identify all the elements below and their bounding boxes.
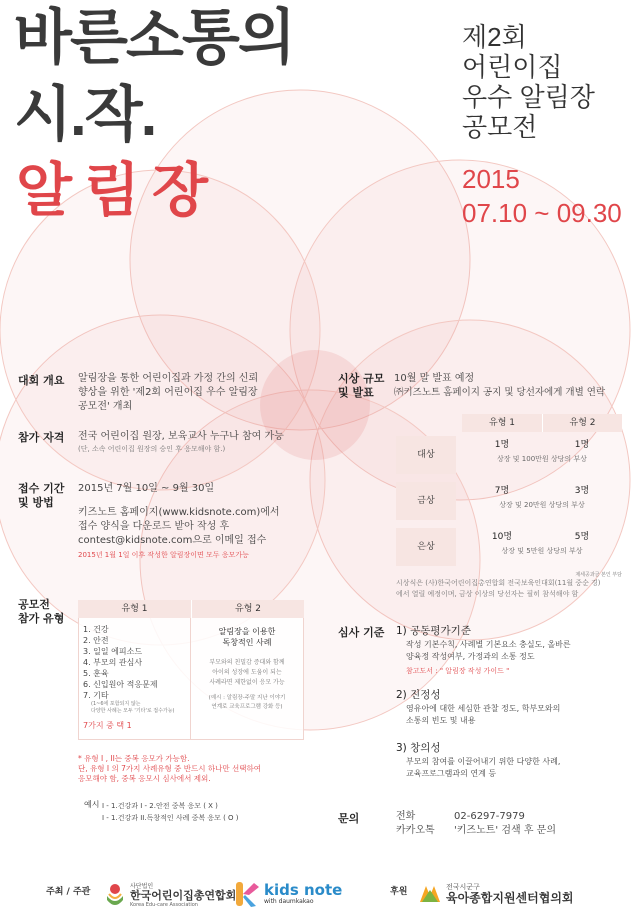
awards-text-2: ㈜키즈노트 홈페이지 공지 및 당선자에게 개별 연락 xyxy=(394,387,606,398)
subtitle-line3: 우수 알림장 xyxy=(462,82,595,112)
period-text-3: 접수 양식을 다운로드 받아 작성 후 xyxy=(78,521,230,532)
judging-label: 심사 기준 xyxy=(338,626,385,639)
judging-c1-title: 1) 공동평가기준 xyxy=(396,625,471,637)
types-note-1: * 유형 I , II는 중복 응모가 가능함. xyxy=(78,754,190,763)
types-col2-ex-1: (예시 : 알림장-주말 지난 이야기 xyxy=(208,695,286,701)
awards-row-3-sub: 상장 및 5만원 상당의 부상 xyxy=(501,547,583,555)
subtitle-line4: 공모전 xyxy=(462,112,538,142)
awards-row-3-name: 은상 xyxy=(396,528,456,566)
title-line3: 알림장 xyxy=(16,158,221,223)
period-text-1: 2015년 7월 10일 ~ 9월 30일 xyxy=(78,483,215,494)
types-example-1: I - 1.건강과 I - 2.안전 중복 응모 ( X ) xyxy=(102,802,218,810)
types-col2-desc-2: 아이의 성장에 도움이 되는 xyxy=(212,669,282,676)
overview-text-1: 알림장을 통한 어린이집과 가정 간의 신뢰 xyxy=(78,373,259,384)
inquiry-phone: 02-6297-7979 xyxy=(454,811,525,822)
awards-row-1-name: 대상 xyxy=(396,436,456,474)
org1-name: 한국어린이집총연합회 xyxy=(130,888,237,902)
awards-row-1-sub: 상장 및 100만원 상당의 부상 xyxy=(497,455,587,463)
awards-row-2-v2: 3명 xyxy=(574,486,590,496)
judging-c2-text-2: 소통의 빈도 및 내용 xyxy=(406,716,476,725)
types-label-2: 참가 유형 xyxy=(18,612,65,625)
types-notes xyxy=(78,754,318,784)
kidsnote-text xyxy=(264,882,342,906)
types-item-2: 2. 안전 xyxy=(83,636,109,645)
overview-text xyxy=(78,372,308,414)
org3-logo xyxy=(418,882,574,906)
subtitle-year: 2015 xyxy=(462,164,520,194)
org1-small: 사단법인 xyxy=(130,882,154,890)
types-item-4: 4. 부모의 관심사 xyxy=(83,658,143,667)
subtitle-block xyxy=(462,22,595,142)
judging-c3-text-1: 부모의 참여를 이끌어내기 위한 다양한 사례, xyxy=(406,757,561,766)
title-line2: 시.작. xyxy=(14,81,156,148)
types-col2-title-2: 독창적인 사례 xyxy=(222,638,272,647)
kidsnote-logo xyxy=(234,880,342,908)
awards-row-grand xyxy=(396,436,622,474)
awards-row-2-values xyxy=(462,482,622,520)
inquiry-label: 문의 xyxy=(338,812,360,825)
types-example-label: 예시 xyxy=(84,800,100,809)
org1-logo xyxy=(104,882,236,908)
types-col1-body xyxy=(79,618,191,739)
footer-host-label: 주최 / 주관 xyxy=(46,887,91,897)
inquiry-kakao-label: 카카오톡 xyxy=(396,825,435,836)
period-text xyxy=(78,482,318,560)
types-item-7-note-1: (1~6에 포함되지 않는 xyxy=(91,701,141,707)
title-line1: 바른소통의 xyxy=(14,4,294,71)
period-text-2: 키즈노트 홈페이지(www.kidsnote.com)에서 xyxy=(78,507,280,518)
types-table xyxy=(78,600,304,744)
judging-c3-text-2: 교육프로그램과의 연계 등 xyxy=(406,769,497,778)
awards-row-1-v1: 1명 xyxy=(494,440,510,450)
types-note-2: 단, 유형 I 의 7가지 사례유형 중 반드시 하나만 선택하여 xyxy=(78,764,261,773)
awards-row-2-sub: 상장 및 20만원 상당의 부상 xyxy=(499,501,585,509)
org3-name: 육아종합지원센터협의회 xyxy=(446,891,574,905)
org1-emblem-icon xyxy=(104,882,126,908)
eligibility-label: 참가 자격 xyxy=(18,431,65,444)
types-col2-desc-3: 사례라면 제한없이 응모 가능 xyxy=(209,679,285,686)
period-note: 2015년 1월 1일 이후 작성한 알림장이면 모두 응모가능 xyxy=(78,551,249,559)
overview-text-2: 향상을 위한 '제2회 어린이집 우수 알림장 xyxy=(78,387,258,398)
awards-row-2-name: 금상 xyxy=(396,482,456,520)
judging-c2-text-1: 영유아에 대한 세심한 관찰 정도, 학부모와의 xyxy=(406,704,561,713)
awards-row-3-v1: 10명 xyxy=(491,532,513,542)
judging-c2-title: 2) 진정성 xyxy=(396,689,441,701)
org3-text xyxy=(446,883,574,905)
eligibility-text xyxy=(78,430,318,454)
awards-notes xyxy=(396,578,631,600)
awards-label xyxy=(338,372,384,400)
subtitle-dates: 07.10 ~ 09.30 xyxy=(462,198,622,228)
footer-sponsor-label: 후원 xyxy=(390,887,408,897)
awards-note-1: 시상식은 (사)한국어린이집총연합회 전국보육인대회(11월 중순 경) xyxy=(396,579,601,587)
org1-en: Korea Edu-care Association xyxy=(130,901,198,908)
judging-c1-ref: 참고도서 : " 알림장 작성 가이드 " xyxy=(406,667,510,675)
awards-table xyxy=(396,414,622,580)
kidsnote-wordmark: kids note xyxy=(264,881,343,899)
awards-row-1-v2: 1명 xyxy=(574,440,590,450)
period-label-2: 및 방법 xyxy=(18,496,54,509)
types-label-1: 공모전 xyxy=(18,598,50,611)
period-label-1: 접수 기간 xyxy=(18,482,65,495)
overview-label: 대회 개요 xyxy=(18,374,65,387)
org3-small: 전국시군구 xyxy=(446,883,480,891)
types-col2-ex-2: 연계로 교육프로그램 강화 등) xyxy=(211,704,283,710)
judging-criteria xyxy=(396,624,628,780)
inquiry-info xyxy=(396,810,628,838)
types-note-3: 응모해야 함, 중복 응모시 심사에서 제외. xyxy=(78,774,211,783)
kidsnote-daum: with daumkakao xyxy=(264,898,314,905)
awards-row-2-v1: 7명 xyxy=(494,486,510,496)
subtitle-line2: 어린이집 xyxy=(462,52,563,82)
kidsnote-k-icon xyxy=(234,880,260,908)
awards-row-3-v2: 5명 xyxy=(574,532,590,542)
types-col2-header: 유형 2 xyxy=(191,600,304,618)
types-item-6: 6. 신입원아 적응문제 xyxy=(83,680,158,689)
types-col2-desc-1: 부모와의 친밀감 증대와 함께 xyxy=(209,659,285,666)
org1-text xyxy=(130,883,236,908)
eligibility-text-1: 전국 어린이집 원장, 보육교사 누구나 참여 가능 xyxy=(78,431,284,442)
eligibility-note: (단, 소속 어린이집 원장의 승인 후 응모해야 함.) xyxy=(78,445,226,453)
awards-row-1-values xyxy=(462,436,622,474)
period-text-4: contest@kidsnote.com으로 이메일 접수 xyxy=(78,535,267,546)
types-item-7-note-2: 다양한 사례는 모두 '기타'로 접수가능) xyxy=(91,708,175,714)
awards-label-2: 및 발표 xyxy=(338,386,374,399)
awards-label-1: 시상 규모 xyxy=(338,372,385,385)
types-col2-title-1: 알림장을 이용한 xyxy=(218,627,276,636)
awards-note-2: 에서 열릴 예정이며, 금상 이상의 당선자는 필히 참석해야 함 xyxy=(396,590,579,598)
types-examples xyxy=(102,800,322,824)
types-item-5: 5. 훈육 xyxy=(83,669,109,678)
inquiry-phone-label: 전화 xyxy=(396,811,416,822)
subtitle-line1: 제2회 xyxy=(462,22,527,52)
types-col2-body xyxy=(191,618,303,739)
types-example-2: I - 1.건강과 II.독창적인 사례 중복 응모 ( O ) xyxy=(102,814,239,822)
org3-emblem-icon xyxy=(418,882,442,906)
awards-tax-note: 제세공과금 본인 부담 xyxy=(575,572,622,578)
awards-row-3-values xyxy=(462,528,622,566)
judging-c3-title: 3) 창의성 xyxy=(396,742,441,754)
types-item-3: 3. 일일 에피소드 xyxy=(83,647,143,656)
inquiry-kakao: '키즈노트' 검색 후 문의 xyxy=(454,825,556,836)
awards-row-gold xyxy=(396,482,622,520)
types-col1-header: 유형 1 xyxy=(78,600,191,618)
awards-col2-header: 유형 2 xyxy=(542,414,622,432)
awards-text-1: 10월 말 발표 예정 xyxy=(394,373,475,384)
awards-row-silver xyxy=(396,528,622,566)
types-item-1: 1. 건강 xyxy=(83,625,109,634)
awards-text xyxy=(394,372,629,400)
judging-c1-text-1: 작성 기본수칙, 사례별 기본요소 충실도, 올바른 xyxy=(406,640,571,649)
overview-text-3: 공모전' 개최 xyxy=(78,401,133,412)
judging-c1-text-2: 양육정 작성여부, 가정과의 소통 정도 xyxy=(406,652,535,661)
period-label xyxy=(18,482,64,510)
types-label xyxy=(18,598,64,626)
awards-col1-header: 유형 1 xyxy=(462,414,542,432)
types-col1-footer: 7가지 중 택 1 xyxy=(83,721,132,730)
types-item-7: 7. 기타 xyxy=(83,691,109,700)
